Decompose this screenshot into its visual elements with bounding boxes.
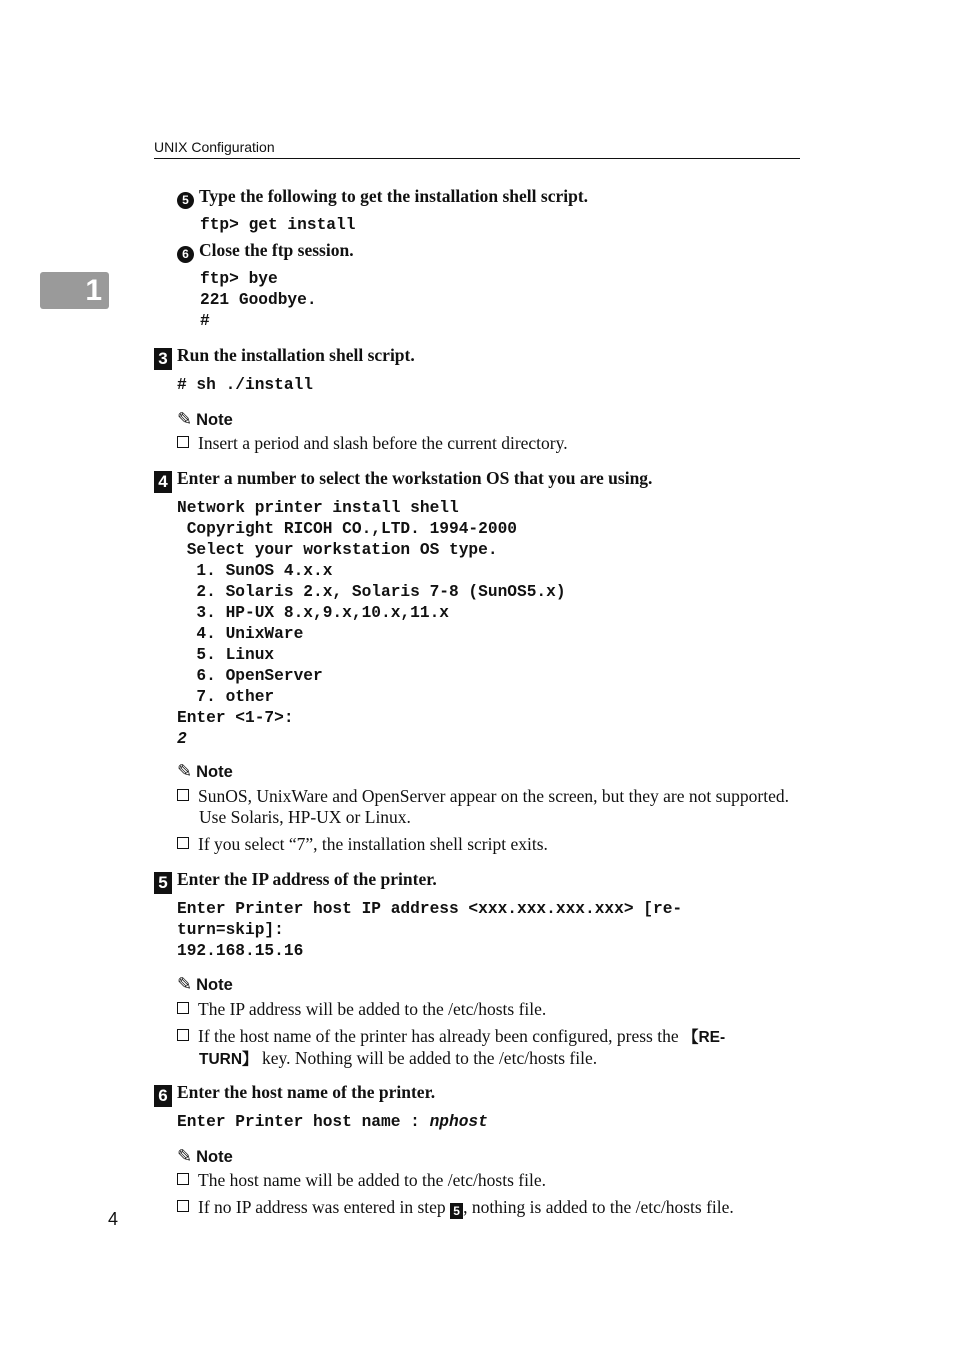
note-title: Note <box>196 1148 233 1166</box>
note-item <box>177 433 800 454</box>
step-5 <box>154 869 437 894</box>
code-block: # sh ./install <box>177 376 313 394</box>
substep-6 <box>177 240 354 263</box>
note-title: Note <box>196 411 233 429</box>
code-block: Network printer install shell Copyright RICOH CO.,LTD. 1994-2000 Select your workstation OS type. 1. SunOS 4.x.x 2. Solaris 2.x, Solaris 7-8 (SunOS5.x) 3. HP-UX 8.x,9.x,10.x,11.x 4. UnixWare 5. Linux 6. OpenServer 7. other Enter <1-7>: <box>177 499 566 727</box>
step-reference-icon: 5 <box>450 1203 463 1219</box>
pencil-icon: ✎ <box>177 974 193 994</box>
note-item <box>177 999 800 1020</box>
code-block: ftp> bye 221 Goodbye. # <box>200 270 317 330</box>
step-number: 6 <box>154 1085 172 1107</box>
checkbox-bullet-icon <box>177 789 189 801</box>
substep-5 <box>177 186 588 209</box>
substep-text: Close the ftp session. <box>199 240 354 260</box>
user-input: 2 <box>177 730 187 748</box>
chapter-number: 1 <box>85 274 102 307</box>
pencil-icon: ✎ <box>177 1146 193 1166</box>
note-text: The IP address will be added to the /etc/hosts file. <box>198 999 547 1019</box>
note-text: SunOS, UnixWare and OpenServer appear on the screen, but they are not supported. Use Solaris, HP-UX or Linux. <box>198 786 789 827</box>
return-key-label: TURN】 <box>199 1051 258 1068</box>
note-title: Note <box>196 763 233 781</box>
step-4 <box>154 468 652 493</box>
header-rule <box>154 158 800 159</box>
substep-text: Type the following to get the installation shell script. <box>199 186 589 206</box>
note-text: The host name will be added to the /etc/hosts file. <box>198 1170 546 1190</box>
code-input <box>177 729 187 750</box>
code-text: Enter Printer host name : <box>177 1113 430 1131</box>
step-text: Enter the IP address of the printer. <box>177 869 437 889</box>
checkbox-bullet-icon <box>177 1173 189 1185</box>
code-block <box>177 1112 488 1133</box>
note-heading <box>177 761 233 782</box>
note-item <box>177 1197 800 1219</box>
note-heading <box>177 409 233 430</box>
pencil-icon: ✎ <box>177 409 193 429</box>
checkbox-bullet-icon <box>177 1002 189 1014</box>
note-item <box>177 786 800 828</box>
step-number: 3 <box>154 348 172 370</box>
checkbox-bullet-icon <box>177 436 189 448</box>
step-3 <box>154 345 415 370</box>
checkbox-bullet-icon <box>177 1029 189 1041</box>
note-item <box>177 1026 800 1070</box>
step-number: 5 <box>154 872 172 894</box>
step-text: Run the installation shell script. <box>177 345 415 365</box>
substep-number: 5 <box>177 192 194 209</box>
pencil-icon: ✎ <box>177 761 193 781</box>
step-number: 4 <box>154 471 172 493</box>
return-key-label: 【RE- <box>682 1029 726 1046</box>
note-item <box>177 1170 800 1191</box>
note-text: If no IP address was entered in step <box>198 1197 451 1217</box>
chapter-tab <box>40 272 109 309</box>
note-text: key. Nothing will be added to the /etc/hosts file. <box>257 1048 598 1068</box>
user-input: nphost <box>429 1113 488 1131</box>
note-title: Note <box>196 976 233 994</box>
step-text: Enter the host name of the printer. <box>177 1082 436 1102</box>
step-text: Enter a number to select the workstation OS that you are using. <box>177 468 653 488</box>
code-block: Enter Printer host IP address <xxx.xxx.xxx.xxx> [re- turn=skip]: 192.168.15.16 <box>177 900 683 960</box>
note-item <box>177 834 800 855</box>
note-text: If the host name of the printer has already been configured, press the <box>198 1026 683 1046</box>
step-6 <box>154 1082 435 1107</box>
note-heading <box>177 1146 233 1167</box>
note-text: , nothing is added to the /etc/hosts file. <box>463 1197 734 1217</box>
note-text: If you select “7”, the installation shell script exits. <box>198 834 548 854</box>
note-text: Insert a period and slash before the current directory. <box>198 433 568 453</box>
checkbox-bullet-icon <box>177 1200 189 1212</box>
note-heading <box>177 974 233 995</box>
running-header: UNIX Configuration <box>154 139 275 155</box>
page-number: 4 <box>108 1209 119 1229</box>
substep-number: 6 <box>177 246 194 263</box>
checkbox-bullet-icon <box>177 837 189 849</box>
code-block: ftp> get install <box>200 216 356 234</box>
